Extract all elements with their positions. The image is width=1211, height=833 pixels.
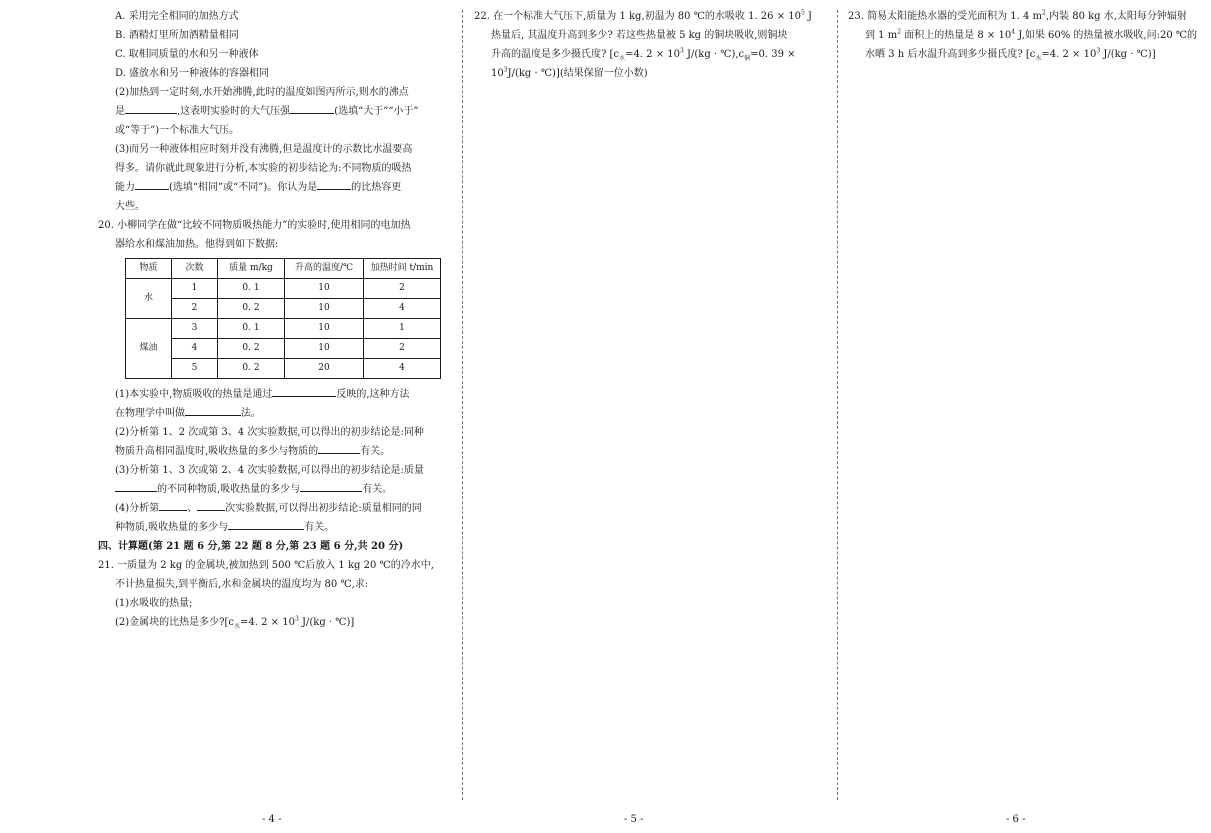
table-cell: 10 — [285, 279, 364, 299]
table-header: 加热时间 t/min — [364, 259, 441, 279]
q20-line2: 器给水和煤油加热。他得到如下数据: — [115, 239, 279, 250]
q19-option-a: A. 采用完全相同的加热方式 — [115, 11, 239, 22]
q20-part1-line1: (1)本实验中,物质吸收的热量是通过 反映的,这种方法 — [98, 385, 452, 404]
answer-blank[interactable] — [159, 499, 187, 511]
table-cell-substance: 煤油 — [126, 319, 172, 379]
q22-line1: 22. 在一个标准大气压下,质量为 1 kg,初温为 80 ℃的水吸收 1. $26 \times 10^5$ J — [474, 9, 812, 22]
q19-part2-line2: 是 ,这表明实验时的大气压强 (选填“大于”“小于” — [98, 102, 452, 121]
table-cell: 1 — [364, 319, 441, 339]
table-cell: 0. 2 — [218, 339, 285, 359]
table-cell-substance: 水 — [126, 279, 172, 319]
table-cell: 0. 2 — [218, 299, 285, 319]
answer-blank[interactable] — [290, 102, 334, 114]
q22-line3: 升高的温度是多少摄氏度? [$c_水=4$. $2 \times 10^3$ $J/(kg \cdot ℃),c_铜=0$. 39 × — [491, 47, 796, 62]
page-number: - 4 - — [262, 814, 282, 825]
table-row — [126, 299, 441, 319]
q19-part3-line1: (3)而另一种液体相应时刻并没有沸腾,但是温度计的示数比水温要高 — [115, 144, 413, 155]
q19-part2-line3: 或“等于”)一个标准大气压。 — [115, 125, 240, 136]
answer-blank[interactable] — [317, 178, 351, 190]
q22-line2: 热量后, 其温度升高到多少? 若这些热量被 5 kg 的铜块吸收,则铜块 — [491, 30, 788, 41]
table-cell: 20 — [285, 359, 364, 379]
q21-line3: (1)水吸收的热量; — [115, 598, 193, 609]
q23-line1: 23. 简易太阳能热水器的受光面积为 1. 4 $m^2$,内装 80 kg 水,太阳每分钟辐射 — [848, 9, 1187, 22]
q19-part3-line2: 得多。请你就此现象进行分析,本实验的初步结论为:不同物质的吸热 — [115, 163, 412, 174]
column-divider-2 — [837, 10, 838, 800]
table-row — [126, 279, 441, 299]
table-cell: 10 — [285, 299, 364, 319]
table-cell: 4 — [364, 299, 441, 319]
table-header: 物质 — [126, 259, 172, 279]
q21-line1: 21. 一质量为 2 kg 的金属块,被加热到 500 ℃后放入 1 kg 20 ℃的冷水中, — [98, 560, 434, 571]
table-cell: 10 — [285, 339, 364, 359]
answer-blank[interactable] — [228, 518, 304, 530]
q19-option-b: B. 酒精灯里所加酒精量相同 — [115, 30, 239, 41]
answer-blank[interactable] — [115, 480, 157, 492]
q20-part4-line2: 种物质,吸收热量的多少与 有关。 — [98, 518, 452, 537]
table-header: 升高的温度/℃ — [285, 259, 364, 279]
table-cell: 4 — [172, 339, 218, 359]
q20-part3-line2: 的不同种物质,吸收热量的多少与 有关。 — [98, 480, 452, 499]
q21-line2: 不计热量损失,到平衡后,水和金属块的温度均为 80 ℃,求: — [115, 579, 369, 590]
table-cell: 2 — [364, 339, 441, 359]
q19-part2-line1: (2)加热到一定时刻,水开始沸腾,此时的温度如图丙所示,则水的沸点 — [115, 87, 409, 98]
page-number: - 6 - — [1006, 814, 1026, 825]
table-row — [126, 359, 441, 379]
answer-blank[interactable] — [197, 499, 225, 511]
data-table — [125, 258, 441, 379]
q20-part2-line1: (2)分析第 1、2 次或第 3、4 次实验数据,可以得出的初步结论是:同种 — [115, 427, 424, 438]
q20-part3-line1: (3)分析第 1、3 次或第 2、4 次实验数据,可以得出的初步结论是:质量 — [115, 465, 424, 476]
q20-part2-line2: 物质升高相同温度时,吸收热量的多少与物质的 有关。 — [98, 442, 452, 461]
q22-line4: $10^3J/(kg$ · ℃)](结果保留一位小数) — [491, 66, 648, 79]
answer-blank[interactable] — [300, 480, 362, 492]
answer-blank[interactable] — [125, 102, 177, 114]
table-cell: 0. 2 — [218, 359, 285, 379]
table-row — [126, 339, 441, 359]
table-cell: 1 — [172, 279, 218, 299]
page-5-column — [474, 7, 826, 83]
table-cell: 10 — [285, 319, 364, 339]
page-number: - 5 - — [624, 814, 644, 825]
table-header: 质量 m/kg — [218, 259, 285, 279]
table-cell: 0. 1 — [218, 319, 285, 339]
table-header-row — [126, 259, 441, 279]
table-cell: 2 — [364, 279, 441, 299]
q19-option-c: C. 取相同质量的水和另一种液体 — [115, 49, 259, 60]
table-cell: 0. 1 — [218, 279, 285, 299]
table-header: 次数 — [172, 259, 218, 279]
answer-blank[interactable] — [272, 385, 336, 397]
q19-option-d: D. 盛放水和另一种液体的容器相同 — [115, 68, 270, 79]
table-cell: 4 — [364, 359, 441, 379]
q20-part4-line1: (4)分析第 、 次实验数据,可以得出初步结论:质量相同的同 — [98, 499, 452, 518]
page-4-column — [98, 7, 452, 632]
column-divider-1 — [462, 10, 463, 800]
q19-part3-line4: 大些。 — [115, 201, 145, 212]
answer-blank[interactable] — [185, 404, 241, 416]
q20-part1-line2: 在物理学中叫做 法。 — [98, 404, 452, 423]
page-6-column — [848, 7, 1202, 64]
q19-part3-line3: 能力 (选填“相同”或“不同”)。你认为是 的比热容更 — [98, 178, 452, 197]
table-row — [126, 319, 441, 339]
answer-blank[interactable] — [318, 442, 360, 454]
section-4-title: 四、计算题(第 21 题 6 分,第 22 题 8 分,第 23 题 6 分,共 20 分) — [98, 541, 404, 552]
q23-line3: 水晒 3 h 后水温升高到多少摄氏度? [$c_水=4$. $2 \times 10^3$ J/(kg · ℃)] — [865, 47, 1156, 62]
table-cell: 3 — [172, 319, 218, 339]
table-cell: 2 — [172, 299, 218, 319]
q20-line1: 20. 小柳同学在做“比较不同物质吸热能力”的实验时,使用相同的电加热 — [98, 220, 411, 231]
q23-line2: 到 1 $m^2$ 面积上的热量是 $8 \times 10^4$ J,如果 60% 的热量被水吸收,问:20 ℃的 — [865, 28, 1198, 41]
q21-line4: (2)金属块的比热是多少$?[c_水=4$. $2 \times 10^3$ J/(kg · ℃)] — [115, 615, 355, 630]
answer-blank[interactable] — [135, 178, 169, 190]
table-cell: 5 — [172, 359, 218, 379]
